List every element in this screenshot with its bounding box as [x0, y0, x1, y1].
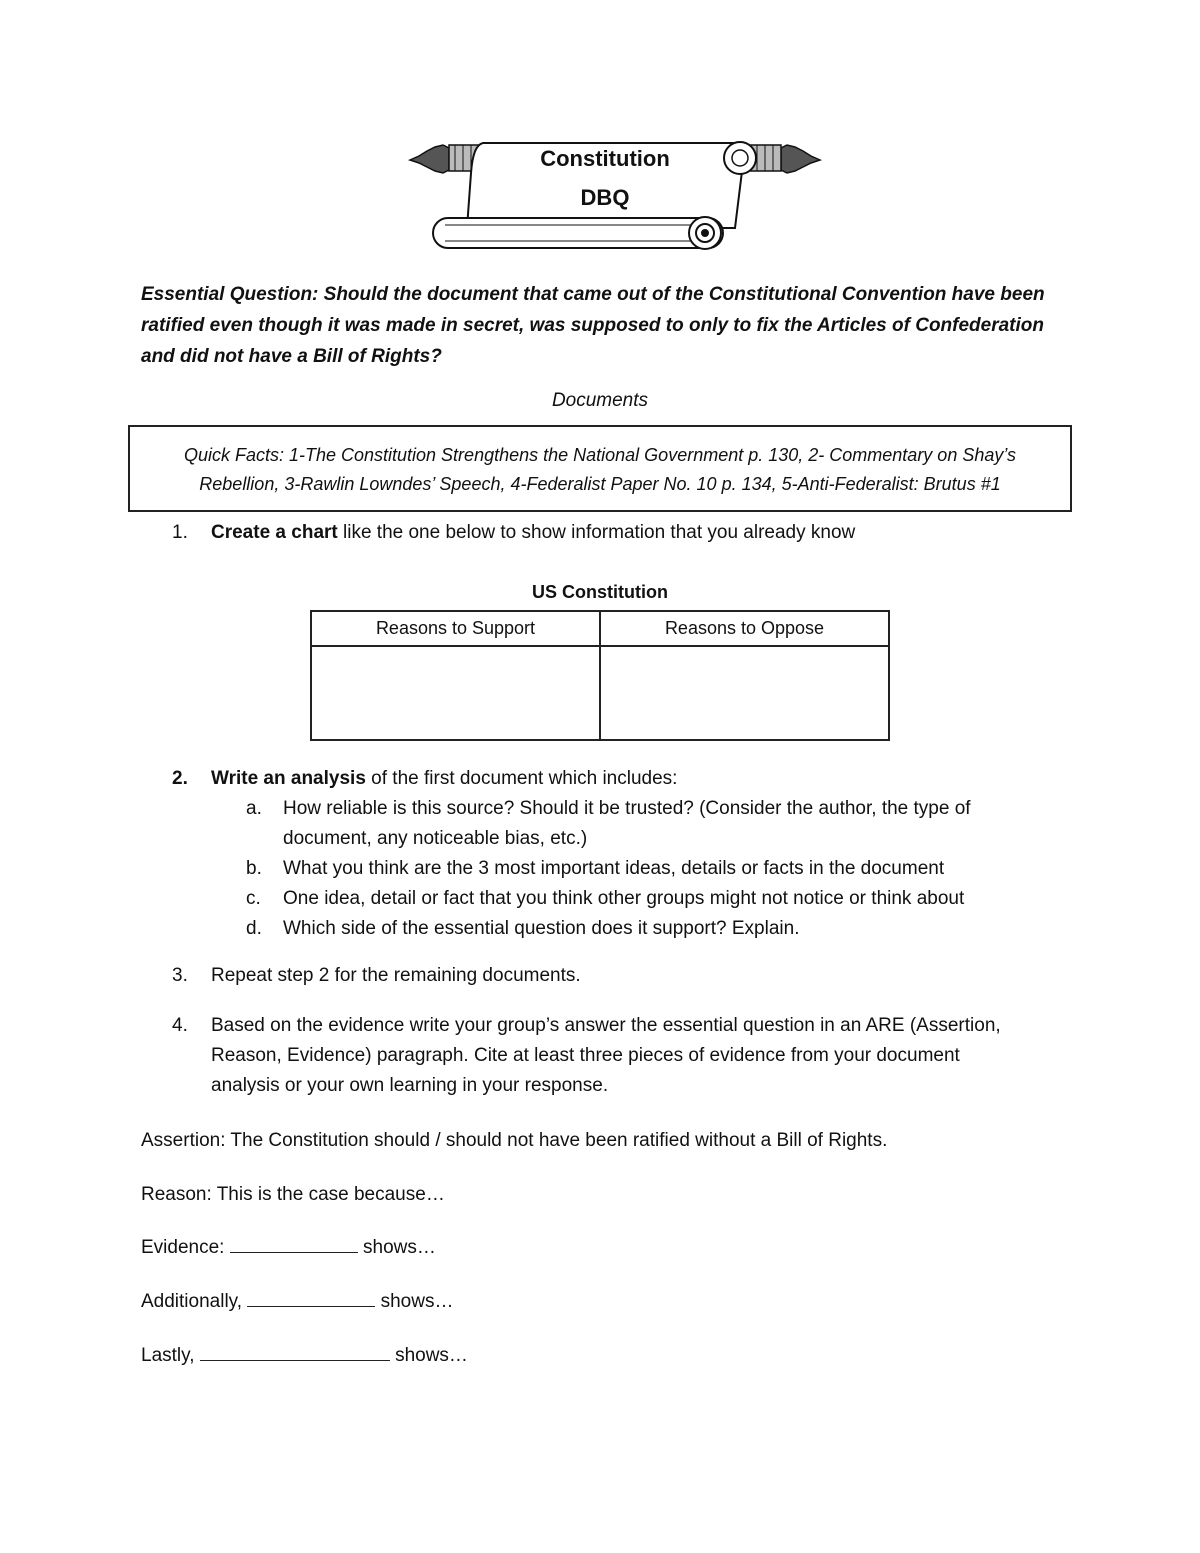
step-2-text: of the first document which includes: [365, 768, 678, 789]
additionally-blank[interactable] [247, 1288, 375, 1307]
documents-heading: Documents [551, 390, 649, 411]
item-a-text-cont: document, any noticeable bias, etc.) [283, 828, 588, 849]
evidence-blank[interactable] [230, 1234, 358, 1253]
lastly-label: Lastly, [141, 1345, 195, 1366]
step-3-number: 3. [172, 965, 188, 986]
assertion-line: Assertion: The Constitution should / should not have been ratified without a Bill of Rights. [141, 1130, 888, 1151]
item-c-text: One idea, detail or fact that you think other groups might not notice or think about [283, 888, 965, 909]
quick-facts-line2: Rebellion, 3-Rawlin Lowndes’ Speech, 4-Federalist Paper No. 10 p. 134, 5-Anti-Federalist: Brutus #1 [199, 474, 1001, 494]
item-b-text: What you think are the 3 most important ideas, details or facts in the document [283, 858, 945, 879]
additionally-label: Additionally, [141, 1291, 243, 1312]
item-c-label: c. [246, 888, 261, 909]
item-a-label: a. [246, 798, 262, 819]
support-oppose-chart [310, 610, 890, 741]
step-1-number: 1. [172, 522, 188, 543]
lastly-line [141, 1341, 468, 1371]
lastly-blank[interactable] [200, 1342, 390, 1361]
chart-cell-support[interactable] [311, 646, 600, 740]
step-4-line2: Reason, Evidence) paragraph. Cite at least three pieces of evidence from your document [211, 1045, 960, 1066]
step-3-text: Repeat step 2 for the remaining documents. [211, 965, 581, 986]
lastly-tail: shows… [395, 1345, 468, 1366]
step-1-bold: Create a chart [211, 522, 338, 543]
item-b-label: b. [246, 858, 262, 879]
chart-title: US Constitution [532, 582, 668, 602]
doc-title-line1: Constitution [540, 146, 670, 171]
step-2-number: 2. [172, 768, 188, 789]
essential-question: Essential Question: Should the document that came out of the Constitutional Convention have been ratified even though it was made in secret, was supposed to only to fix the Articles of Confederation and did not have a Bill of Rights? [141, 284, 1045, 367]
step-2-bold: Write an analysis [211, 768, 366, 789]
quick-facts-box [128, 425, 1072, 512]
title-scroll-banner [405, 133, 825, 258]
doc-title-line2: DBQ [580, 185, 630, 210]
step-4-line3: analysis or your own learning in your response. [211, 1075, 609, 1096]
evidence-line [141, 1233, 436, 1263]
chart-cell-oppose[interactable] [600, 646, 889, 740]
item-d-label: d. [246, 918, 262, 939]
evidence-tail: shows… [363, 1237, 436, 1258]
quick-facts-line1: Quick Facts: 1-The Constitution Strengthens the National Government p. 130, 2- Commentary on Shay’s [183, 445, 1017, 465]
item-d-text: Which side of the essential question does it support? Explain. [283, 918, 800, 939]
additionally-line [141, 1287, 453, 1317]
item-a-text: How reliable is this source? Should it be trusted? (Consider the author, the type of [283, 798, 971, 819]
reason-line: Reason: This is the case because… [141, 1184, 445, 1205]
step-4-number: 4. [172, 1015, 188, 1036]
chart-header-support: Reasons to Support [311, 611, 600, 646]
chart-header-oppose: Reasons to Oppose [600, 611, 889, 646]
additionally-tail: shows… [380, 1291, 454, 1312]
step-1-text: like the one below to show information that you already know [337, 522, 856, 543]
evidence-label: Evidence: [141, 1237, 225, 1258]
step-4-line1: Based on the evidence write your group’s answer the essential question in an ARE (Assertion, [211, 1015, 1001, 1036]
